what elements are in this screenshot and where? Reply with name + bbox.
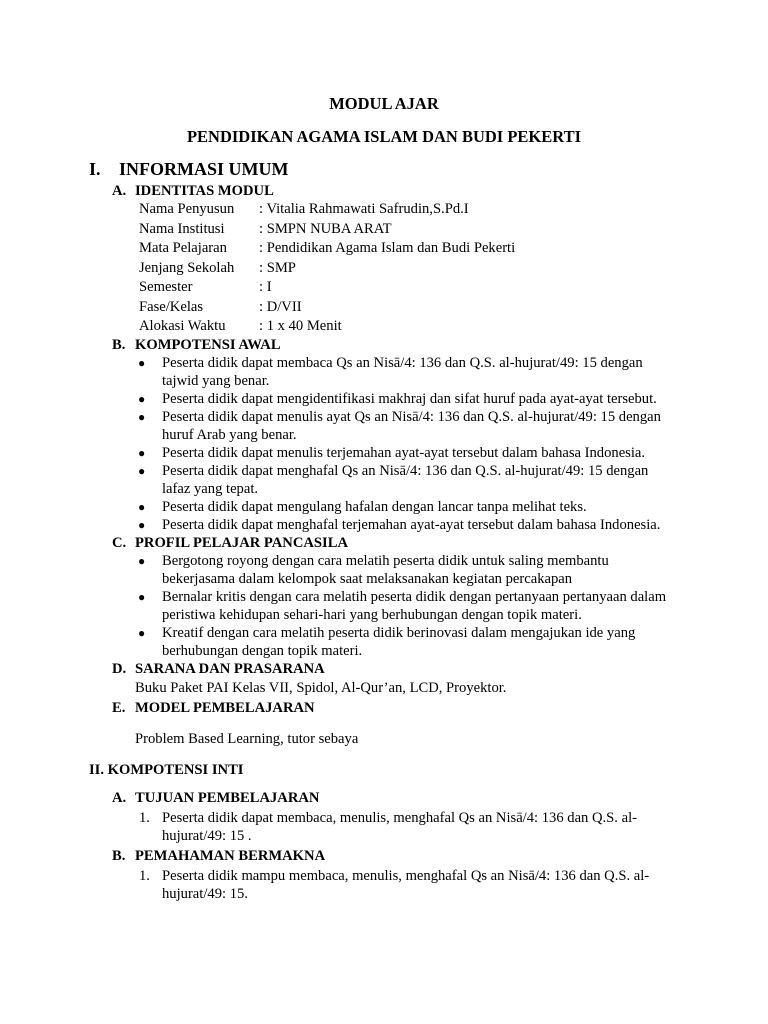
heading-tujuan-pembelajaran <box>112 789 319 807</box>
heading-label: TUJUAN PEMBELAJARAN <box>135 790 320 806</box>
heading-label: PEMAHAMAN BERMAKNA <box>135 848 326 864</box>
pemahaman-list <box>135 867 657 903</box>
identity-table <box>139 200 515 337</box>
heading-number: E. <box>112 700 126 716</box>
heading-profil-pelajar-pancasila <box>112 534 348 552</box>
section-kompotensi-inti: II. KOMPOTENSI INTI <box>89 762 244 778</box>
list-item <box>135 516 680 534</box>
list-item-text: Peserta didik dapat membaca Qs an Nisā/4: 136 dan Q.S. al-hujurat/49: 15 dengan tajwid yang benar. <box>162 355 643 389</box>
section-informasi-umum <box>89 160 288 178</box>
bullet-icon: ● <box>138 500 146 514</box>
heading-label: PROFIL PELAJAR PANCASILA <box>135 535 348 551</box>
heading-number: A. <box>112 790 127 806</box>
list-item <box>135 588 680 624</box>
identity-value: : I <box>259 279 272 295</box>
list-item-text: Peserta didik mampu membaca, menulis, menghafal Qs an Nisā/4: 136 dan Q.S. al-hujurat/49: 15. <box>162 868 650 902</box>
bullet-icon: ● <box>138 464 146 478</box>
heading-label: KOMPOTENSI AWAL <box>135 337 281 353</box>
list-item <box>135 444 680 462</box>
bullet-icon: ● <box>138 392 146 406</box>
identity-value: : D/VII <box>259 298 302 315</box>
identity-key: Jenjang Sekolah <box>139 259 235 276</box>
heading-number: A. <box>112 183 127 199</box>
list-item-text: Peserta didik dapat membaca, menulis, menghafal Qs an Nisā/4: 136 dan Q.S. al-hujurat/49: 15 . <box>162 810 637 844</box>
bullet-icon: ● <box>138 446 146 460</box>
heading-kompotensi-awal <box>112 336 281 354</box>
list-item <box>135 624 680 660</box>
identity-row <box>139 239 515 259</box>
section-label: INFORMASI UMUM <box>119 159 289 179</box>
list-item-number: 1. <box>139 810 150 826</box>
identity-value: : Pendidikan Agama Islam dan Budi Pekerti <box>259 240 516 256</box>
model-text: Problem Based Learning, tutor sebaya <box>135 731 359 747</box>
identity-value: : Vitalia Rahmawati Safrudin,S.Pd.I <box>259 201 469 217</box>
tujuan-list <box>135 809 645 845</box>
identity-row <box>139 259 515 279</box>
identity-row <box>139 298 515 318</box>
document-subtitle: PENDIDIKAN AGAMA ISLAM DAN BUDI PEKERTI <box>186 127 582 146</box>
list-item <box>135 552 680 588</box>
identity-key: Nama Penyusun <box>139 201 235 217</box>
list-item <box>135 462 680 498</box>
heading-identitas-modul <box>112 182 274 200</box>
heading-label: SARANA DAN PRASARANA <box>135 661 325 677</box>
kompetensi-awal-list <box>135 354 680 534</box>
list-item <box>135 354 680 390</box>
identity-row <box>139 200 515 220</box>
document-title: MODUL AJAR <box>329 94 439 113</box>
identity-key: Fase/Kelas <box>139 298 204 315</box>
identity-value: : SMP <box>259 259 296 276</box>
list-item-number: 1. <box>139 868 150 884</box>
section-number: I. <box>89 159 101 179</box>
profil-list <box>135 552 680 660</box>
identity-value: : SMPN NUBA ARAT <box>259 220 392 237</box>
heading-label: IDENTITAS MODUL <box>135 183 274 199</box>
list-item-text: Peserta didik dapat menghafal terjemahan ayat-ayat tersebut dalam bahasa Indonesia. <box>162 517 661 533</box>
list-item <box>135 809 645 845</box>
identity-key: Alokasi Waktu <box>139 318 226 334</box>
list-item <box>135 867 657 903</box>
identity-value: : 1 x 40 Menit <box>259 318 342 334</box>
heading-pemahaman-bermakna <box>112 847 325 865</box>
bullet-icon: ● <box>138 410 146 424</box>
list-item <box>135 498 680 516</box>
bullet-icon: ● <box>138 518 146 532</box>
list-item <box>135 390 680 408</box>
list-item <box>135 408 680 444</box>
list-item-text: Peserta didik dapat mengulang hafalan dengan lancar tanpa melihat teks. <box>162 499 587 515</box>
heading-label: MODEL PEMBELAJARAN <box>135 700 315 716</box>
bullet-icon: ● <box>138 590 146 604</box>
list-item-text: Bernalar kritis dengan cara melatih peserta didik dengan pertanyaan pertanyaan dalam peristiwa kehidupan sehari-hari yang berhubungan dengan topik materi. <box>162 589 667 623</box>
bullet-icon: ● <box>138 554 146 568</box>
identity-row <box>139 220 515 240</box>
list-item-text: Peserta didik dapat menulis ayat Qs an Nisā/4: 136 dan Q.S. al-hujurat/49: 15 dengan huruf Arab yang benar. <box>162 409 661 443</box>
bullet-icon: ● <box>138 356 146 370</box>
sarana-text: Buku Paket PAI Kelas VII, Spidol, Al-Qur’an, LCD, Proyektor. <box>135 680 507 696</box>
identity-key: Nama Institusi <box>139 220 225 237</box>
list-item-text: Peserta didik dapat menulis terjemahan ayat-ayat tersebut dalam bahasa Indonesia. <box>162 445 646 461</box>
heading-number: C. <box>112 535 127 551</box>
identity-key: Mata Pelajaran <box>139 240 227 256</box>
heading-model-pembelajaran <box>112 699 315 717</box>
identity-row <box>139 317 515 337</box>
heading-sarana-prasarana <box>112 660 325 678</box>
list-item-text: Bergotong royong dengan cara melatih peserta didik untuk saling membantu bekerjasama dalam kelompok saat melaksanakan kegiatan percakapan <box>162 553 609 587</box>
heading-number: D. <box>112 661 127 677</box>
heading-number: B. <box>112 337 126 353</box>
list-item-text: Peserta didik dapat mengidentifikasi makhraj dan sifat huruf pada ayat-ayat tersebut. <box>162 391 657 407</box>
bullet-icon: ● <box>138 626 146 640</box>
identity-key: Semester <box>139 279 193 295</box>
identity-row <box>139 278 515 298</box>
list-item-text: Kreatif dengan cara melatih peserta didik berinovasi dalam mengajukan ide yang berhubungan dengan topik materi. <box>162 625 636 659</box>
list-item-text: Peserta didik dapat menghafal Qs an Nisā/4: 136 dan Q.S. al-hujurat/49: 15 dengan lafaz yang tepat. <box>162 463 649 497</box>
heading-number: B. <box>112 848 126 864</box>
